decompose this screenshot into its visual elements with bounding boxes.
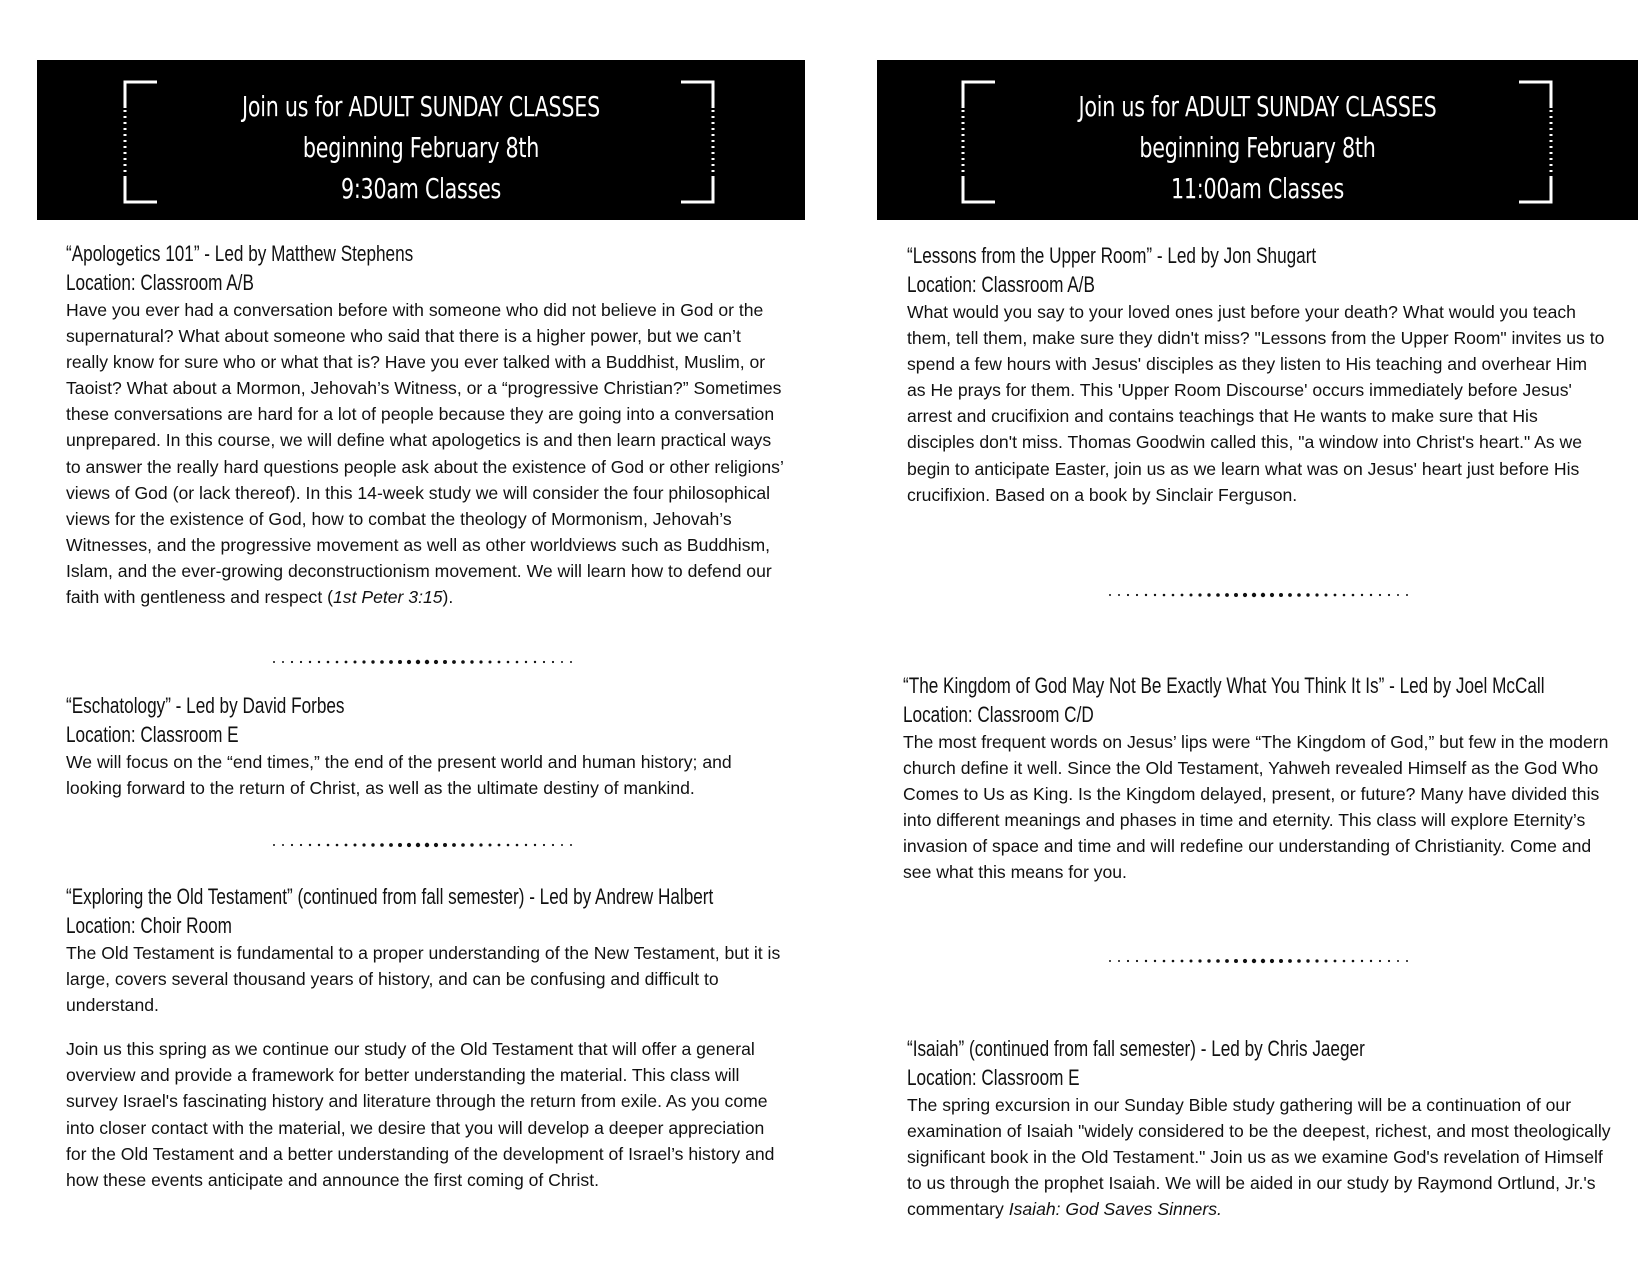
class-location: Location: Classroom A/B — [66, 270, 254, 295]
dotted-divider — [271, 841, 575, 849]
class-title: “The Kingdom of God May Not Be Exactly What You Think It Is” - Led by Joel McCall — [903, 673, 1545, 698]
book-title: Isaiah: God Saves Sinners. — [1008, 1199, 1222, 1220]
class-location: Location: Classroom E — [66, 722, 239, 747]
right-column — [825, 0, 1650, 1275]
banner-line-1: Join us for ADULT SUNDAY CLASSES — [242, 90, 600, 123]
class-description-2: Join us this spring as we continue our study of the Old Testament that will offer a general overview and provide a framework for better understanding the material. This class will survey Israel's fascinating history and literature through the return from exile. As you come into closer contact with the material, we desire that you will develop a deeper appreciation for the Old Testament and a better understanding of the development of Israel’s history and how these events anticipate and announce the first coming of Christ. — [66, 1039, 775, 1190]
class-upper-room — [907, 241, 1607, 508]
class-description: Have you ever had a conversation before with someone who did not believe in God or the supernatural? What about someone who said that there is a higher power, but we can’t really know for sure who or what that is? Have you ever talked with a Buddhist, Muslim, or Taoist? What about a Mormon, Jehovah’s Witness, or a “progressive Christian?” Sometimes these conversations are hard for a lot of people because they are going into a conversation unprepared. In this course, we will define what apologetics is and then learn practical ways to answer the really hard questions people ask about the existence of God or other religions’ views of God (or lack thereof). In this 14-week study we will consider the four philosophical views for the existence of God, how to combat the theology of Mormonism, Jehovah’s Witnesses, and the progressive movement as well as other worldviews such as Buddhism, Islam, and the ever-growing deconstructionism movement. We will learn how to defend our faith with gentleness and respect (1st Peter 3:15). — [66, 300, 784, 608]
class-description: We will focus on the “end times,” the end of the present world and human history; and looking forward to the return of Christ, as well as the ultimate destiny of mankind. — [66, 752, 732, 799]
class-title: “Eschatology” - Led by David Forbes — [66, 693, 345, 718]
banner-line-1: Join us for ADULT SUNDAY CLASSES — [1078, 90, 1437, 123]
class-location: Location: Choir Room — [66, 913, 232, 938]
class-isaiah — [907, 1034, 1617, 1222]
banner-line-2: beginning February 8th — [302, 131, 540, 164]
banner-line-3: 11:00am Classes — [1170, 172, 1344, 205]
dotted-divider — [271, 658, 575, 666]
class-description: The Old Testament is fundamental to a proper understanding of the New Testament, but it is large, covers several thousand years of history, and can be confusing and difficult to understand. — [66, 943, 781, 1016]
class-description: What would you say to your loved ones just before your death? What would you teach them, tell them, make sure they didn't miss? "Lessons from the Upper Room" invites us to spend a few hours with Jesus' disciples as they listen to His teaching and overhear Him as He prays for them. This 'Upper Room Discourse' occurs immediately before Jesus' arrest and crucifixion and contains teachings that He wants to make sure that His disciples don't miss. Thomas Goodwin called this, "a window into Christ's heart." As we begin to anticipate Easter, join us as we learn what was on Jesus' heart just before His crucifixion. Based on a book by Sinclair Ferguson. — [907, 302, 1605, 505]
class-description: The most frequent words on Jesus’ lips were “The Kingdom of God,” but few in the modern church define it well. Since the Old Testament, Yahweh revealed Himself as the God Who Comes to Us as King. Is the Kingdom delayed, present, or future? Many have divided this into different meanings and phases in time and eternity. This class will explore Eternity’s invasion of space and time and will redefine our understanding of Christianity. Come and see what this means for you. — [903, 732, 1609, 883]
left-banner — [37, 60, 805, 220]
class-location: Location: Classroom C/D — [903, 702, 1094, 727]
class-kingdom — [903, 671, 1613, 886]
banner-line-3: 9:30am Classes — [340, 172, 502, 205]
dotted-divider — [1107, 591, 1411, 599]
class-location: Location: Classroom A/B — [907, 272, 1095, 297]
class-old-testament — [66, 882, 786, 1193]
right-banner — [877, 60, 1638, 220]
banner-text — [37, 86, 805, 209]
class-title: “Apologetics 101” - Led by Matthew Stephens — [66, 241, 414, 266]
class-apologetics — [66, 239, 786, 610]
class-eschatology — [66, 691, 786, 801]
banner-text — [877, 86, 1638, 209]
class-title: “Lessons from the Upper Room” - Led by Jon Shugart — [907, 243, 1317, 268]
class-title: “Isaiah” (continued from fall semester) - Led by Chris Jaeger — [907, 1036, 1365, 1061]
class-description: The spring excursion in our Sunday Bible study gathering will be a continuation of our examination of Isaiah "widely considered to be the deepest, richest, and most theologically significant book in the Old Testament." Join us as we examine God's revelation of Himself to us through the prophet Isaiah. We will be aided in our study by Raymond Ortlund, Jr.'s commentary Isaiah: God Saves Sinners. — [907, 1095, 1611, 1220]
banner-line-2: beginning February 8th — [1139, 131, 1376, 164]
scripture-reference: 1st Peter 3:15 — [333, 587, 443, 608]
class-location: Location: Classroom E — [907, 1065, 1080, 1090]
dotted-divider — [1107, 957, 1411, 965]
class-title: “Exploring the Old Testament” (continued from fall semester) - Led by Andrew Halbert — [66, 884, 714, 909]
